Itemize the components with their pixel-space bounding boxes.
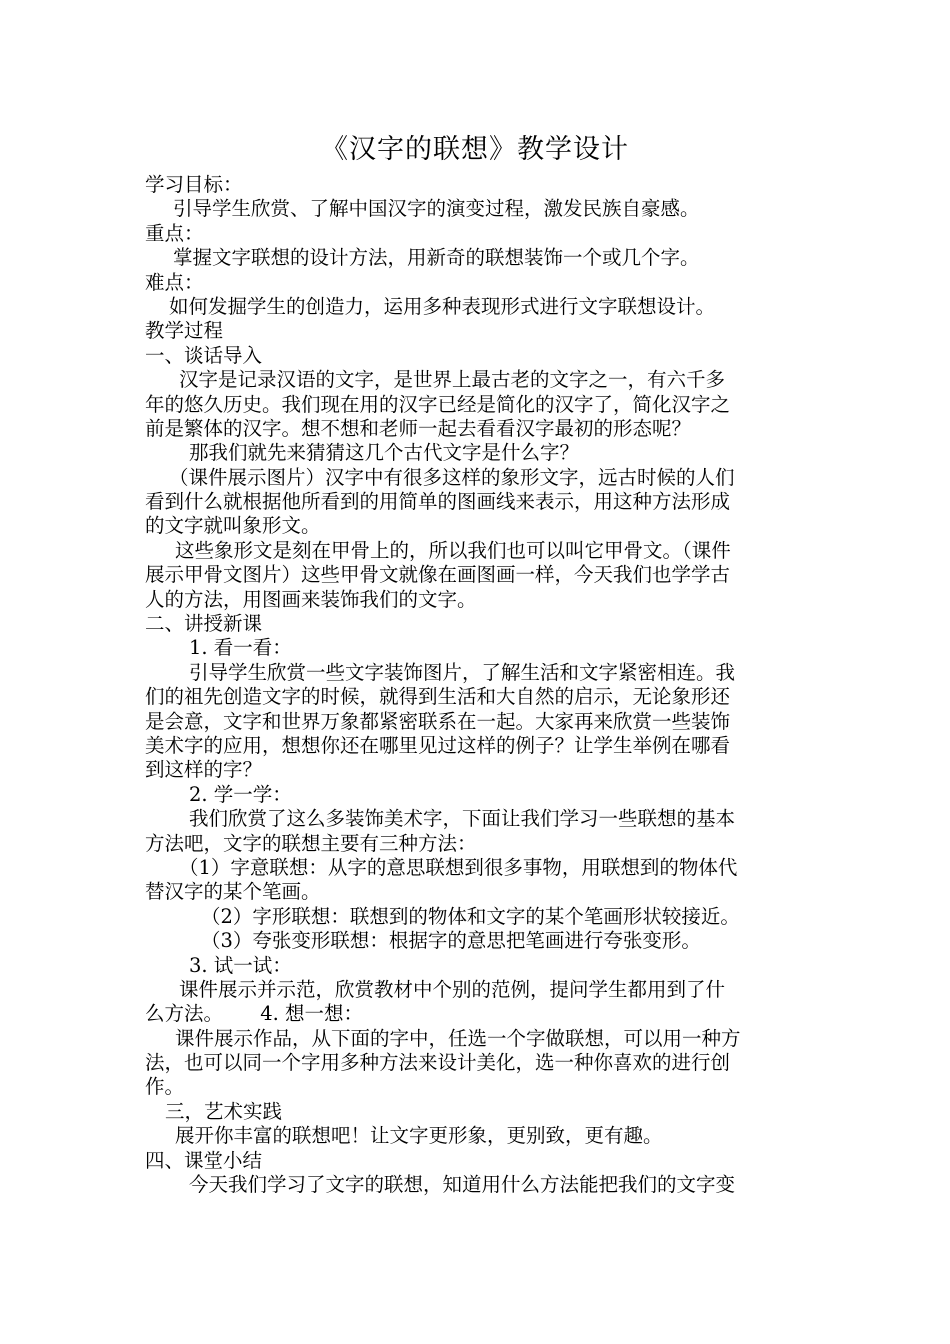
key-point-text: 掌握文字联想的设计方法，用新奇的联想装饰一个或几个字。 bbox=[173, 246, 700, 270]
paragraph-line: 展开你丰富的联想吧！让文字更形象，更别致，更有趣。 bbox=[175, 1124, 663, 1148]
subheading-learn: 2. 学一学： bbox=[189, 782, 292, 806]
subheading-try: 3. 试一试： bbox=[189, 953, 292, 977]
section-heading-practice: 三，艺术实践 bbox=[165, 1099, 283, 1123]
paragraph-line: 么方法。 4. 想一想： bbox=[145, 1002, 363, 1026]
document-body bbox=[145, 173, 811, 1197]
paragraph-line: 作。 bbox=[145, 1075, 185, 1099]
paragraph-line: （课件展示图片）汉字中有很多这样的象形文字，远古时候的人们 bbox=[169, 465, 735, 489]
heading-teaching-process: 教学过程 bbox=[145, 319, 224, 343]
paragraph-line: 我们欣赏了这么多装饰美术字，下面让我们学习一些联想的基本 bbox=[189, 807, 736, 831]
method-3-line: （3）夸张变形联想：根据字的意思把笔画进行夸张变形。 bbox=[201, 929, 701, 953]
paragraph-line: 课件展示并示范，欣赏教材中个别的范例，提问学生都用到了什 bbox=[179, 977, 726, 1001]
goal-text: 引导学生欣赏、了解中国汉字的演变过程，激发民族自豪感。 bbox=[173, 197, 700, 221]
difficulty-text: 如何发掘学生的创造力，运用多种表现形式进行文字联想设计。 bbox=[169, 294, 716, 318]
document-title: 《汉字的联想》教学设计 bbox=[321, 134, 629, 165]
paragraph-line: 美术字的应用，想想你还在哪里见过这样的例子？让学生举例在哪看 bbox=[145, 733, 731, 757]
method-1-line: （1）字意联想：从字的意思联想到很多事物，用联想到的物体代 bbox=[179, 855, 738, 879]
paragraph-line: 年的悠久历史。我们现在用的汉字已经是简化的汉字了，简化汉字之 bbox=[145, 392, 731, 416]
paragraph-line: 们的祖先创造文字的时候，就得到生活和大自然的启示，无论象形还 bbox=[145, 685, 731, 709]
paragraph-line: 汉字是记录汉语的文字，是世界上最古老的文字之一，有六千多 bbox=[179, 368, 726, 392]
paragraph-line: 人的方法，用图画来装饰我们的文字。 bbox=[145, 587, 477, 611]
heading-learning-goals: 学习目标： bbox=[145, 173, 243, 196]
paragraph-line: 的文字就叫象形文。 bbox=[145, 514, 321, 538]
paragraph-line: 看到什么就根据他所看到的用简单的图画线来表示，用这种方法形成 bbox=[145, 490, 731, 514]
heading-difficulties: 难点： bbox=[145, 270, 204, 294]
paragraph-line: 方法吧，文字的联想主要有三种方法： bbox=[145, 831, 477, 855]
paragraph-line: 前是繁体的汉字。想不想和老师一起去看看汉字最初的形态呢？ bbox=[145, 416, 692, 440]
paragraph-line: 今天我们学习了文字的联想，知道用什么方法能把我们的文字变 bbox=[189, 1173, 736, 1197]
paragraph-line: 是会意，文字和世界万象都紧密联系在一起。大家再来欣赏一些装饰 bbox=[145, 709, 731, 733]
paragraph-line: 课件展示作品，从下面的字中，任选一个字做联想，可以用一种方 bbox=[175, 1026, 741, 1050]
section-heading-new-lesson: 二、讲授新课 bbox=[145, 612, 263, 636]
paragraph-line: 到这样的字？ bbox=[145, 758, 263, 782]
paragraph-line: 那我们就先来猜猜这几个古代文字是什么字？ bbox=[189, 441, 580, 465]
paragraph-line: 引导学生欣赏一些文字装饰图片，了解生活和文字紧密相连。我 bbox=[189, 660, 736, 684]
paragraph-line: 这些象形文是刻在甲骨上的，所以我们也可以叫它甲骨文。（课件 bbox=[175, 538, 731, 562]
method-1-line: 替汉字的某个笔画。 bbox=[145, 880, 321, 904]
subheading-look: 1. 看一看： bbox=[189, 636, 292, 660]
section-heading-summary: 四、课堂小结 bbox=[145, 1148, 263, 1172]
heading-key-points: 重点： bbox=[145, 221, 204, 245]
paragraph-line: 展示甲骨文图片）这些甲骨文就像在画图画一样，今天我们也学学古 bbox=[145, 563, 731, 587]
paragraph-line: 法，也可以同一个字用多种方法来设计美化，选一种你喜欢的进行创 bbox=[145, 1051, 731, 1075]
section-heading-intro: 一、谈话导入 bbox=[145, 343, 263, 367]
method-2-line: （2）字形联想：联想到的物体和文字的某个笔画形状较接近。 bbox=[201, 904, 740, 928]
